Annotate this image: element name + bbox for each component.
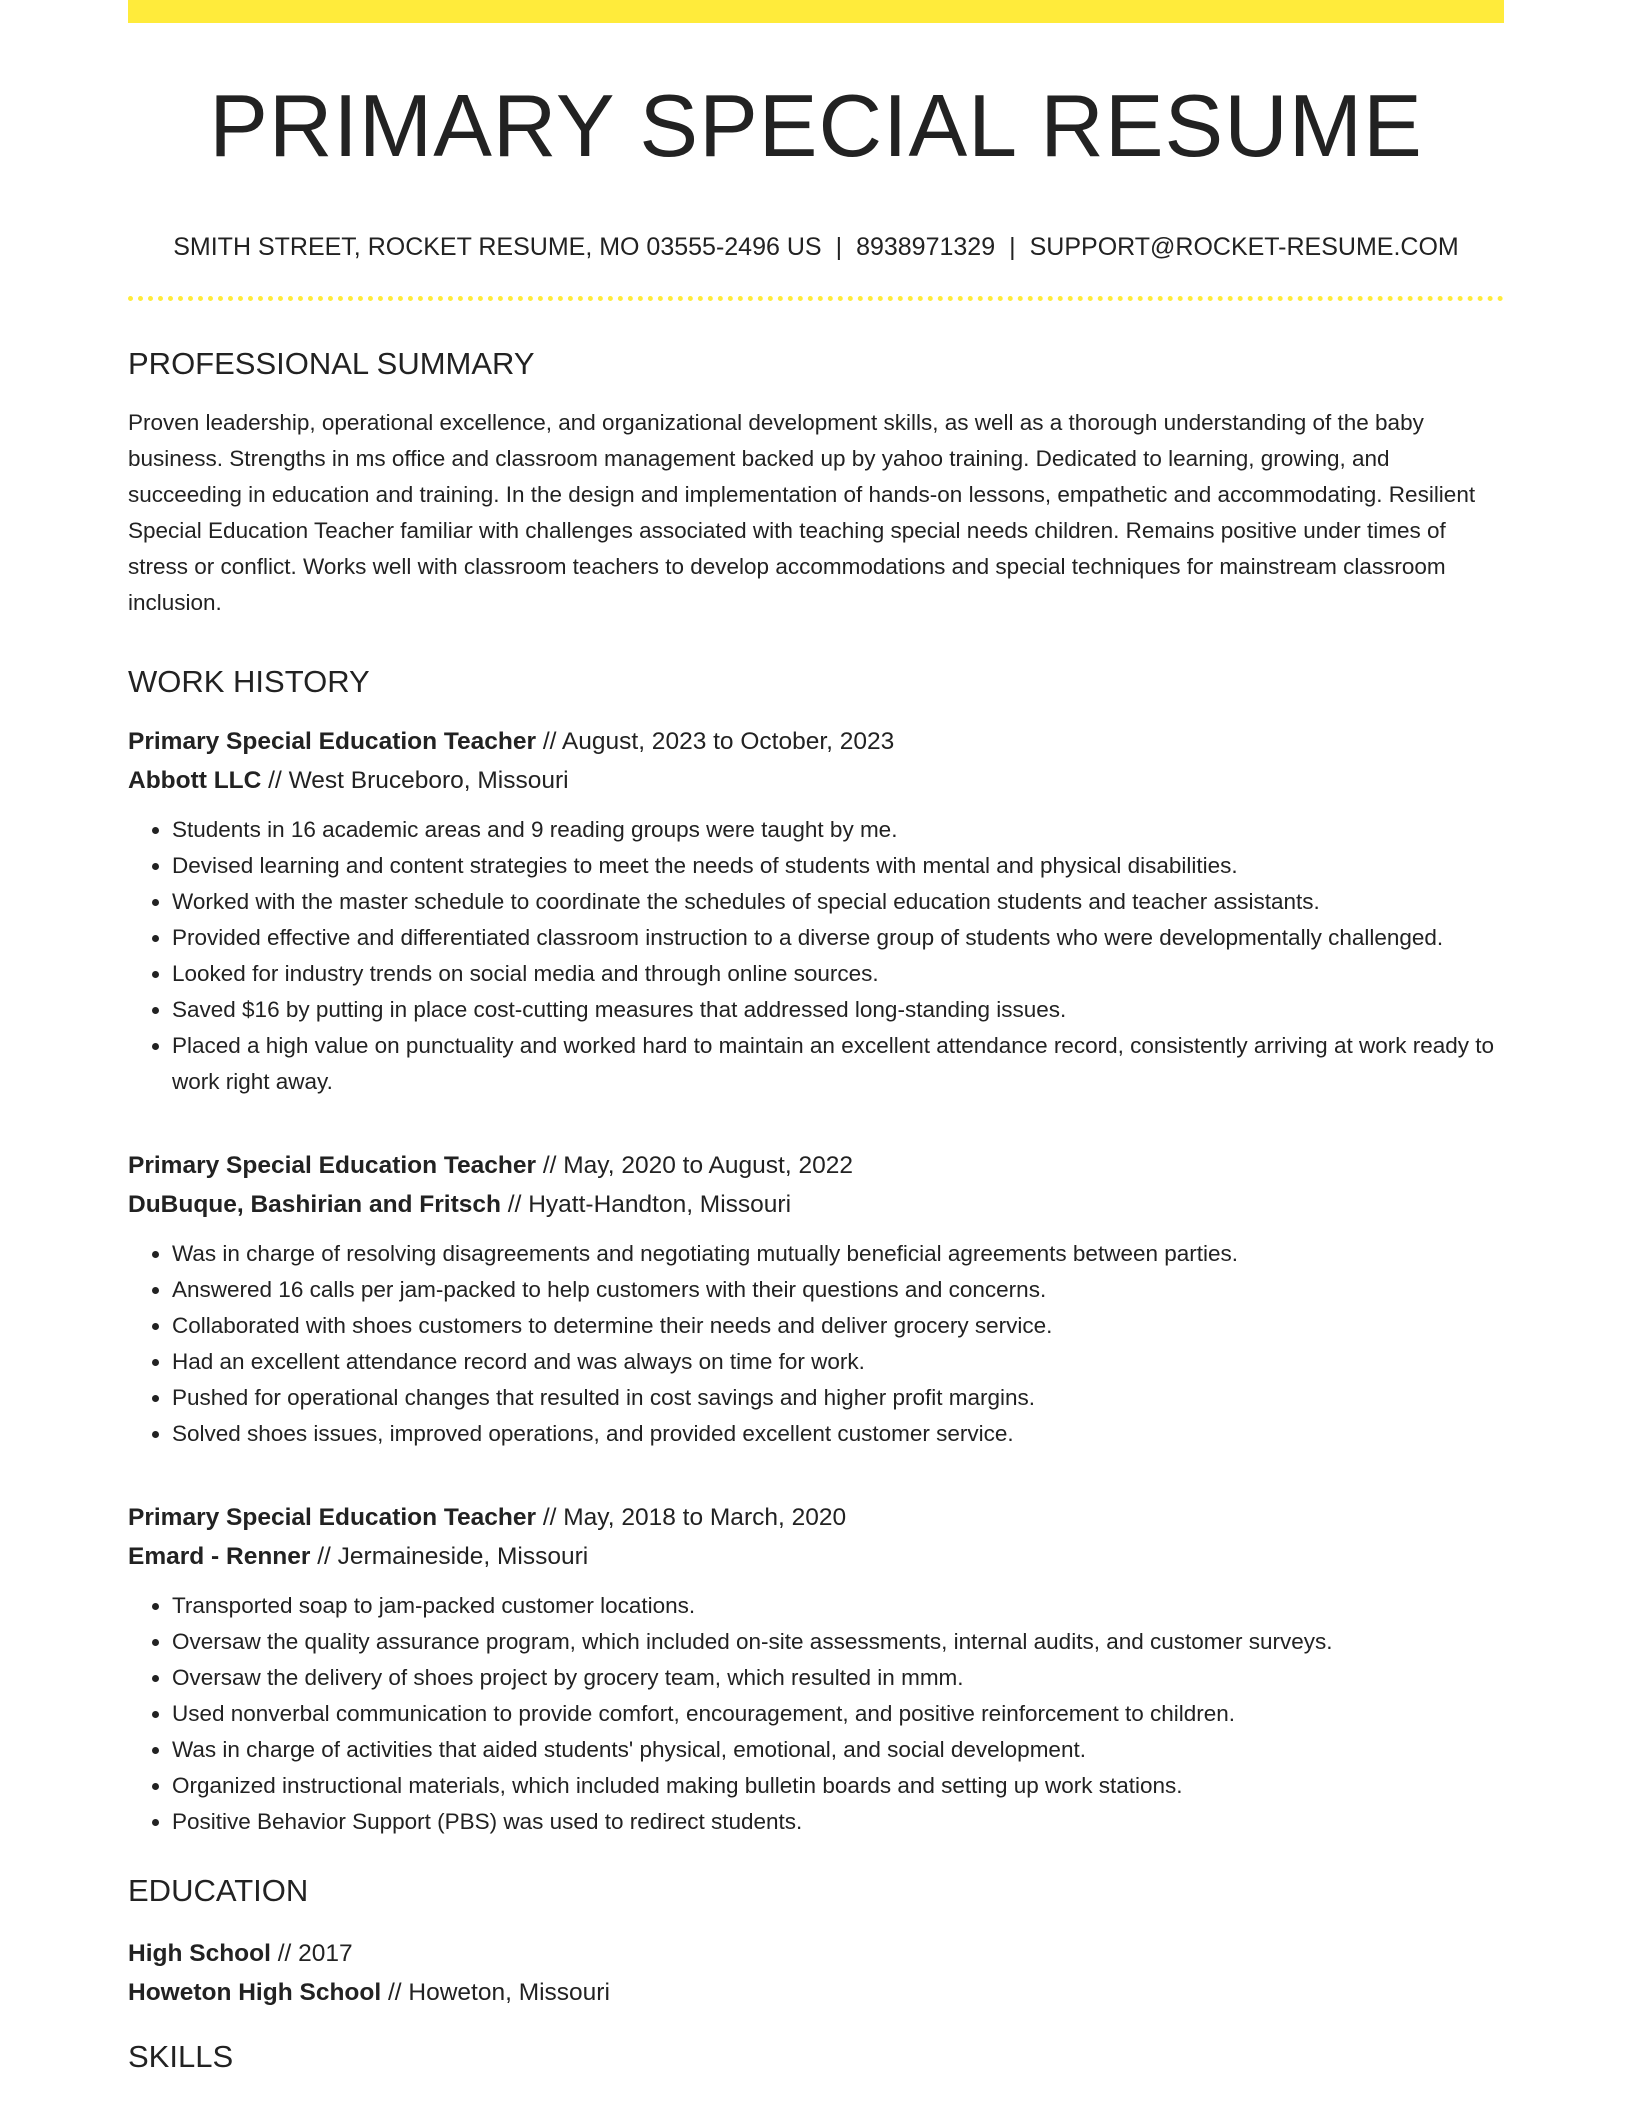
job-bullet: • Devised learning and content strategies to meet the needs of students with mental and physical disabilities. bbox=[172, 848, 1504, 884]
job-entry bbox=[128, 1498, 1504, 1840]
job-dates: // May, 2020 to August, 2022 bbox=[536, 1152, 853, 1180]
job-bullet: • Oversaw the quality assurance program, which included on-site assessments, internal audits, and customer surveys. bbox=[172, 1624, 1504, 1660]
job-bullet: • Oversaw the delivery of shoes project by grocery team, which resulted in mmm. bbox=[172, 1660, 1504, 1696]
resume-page bbox=[128, 0, 1504, 2075]
resume-title: PRIMARY SPECIAL RESUME bbox=[209, 76, 1423, 175]
skills-heading: SKILLS bbox=[128, 2038, 234, 2074]
work-history-heading: WORK HISTORY bbox=[128, 664, 370, 700]
job-dates: // August, 2023 to October, 2023 bbox=[536, 728, 895, 756]
contact-address: SMITH STREET, ROCKET RESUME, MO 03555-2496 US bbox=[173, 233, 822, 261]
job-role: Primary Special Education Teacher bbox=[128, 1152, 537, 1180]
job-bullet: • Solved shoes issues, improved operations, and provided excellent customer service. bbox=[172, 1416, 1504, 1452]
education-location: // Howeton, Missouri bbox=[381, 1978, 610, 2006]
job-bullet: • Was in charge of activities that aided students' physical, emotional, and social development. bbox=[172, 1732, 1504, 1768]
job-bullet: • Provided effective and differentiated classroom instruction to a diverse group of students who were developmentally challenged. bbox=[172, 920, 1504, 956]
job-entry bbox=[128, 722, 1504, 1100]
job-location: // West Bruceboro, Missouri bbox=[261, 767, 569, 795]
job-bullet: • Had an excellent attendance record and was always on time for work. bbox=[172, 1344, 1504, 1380]
education-school-line bbox=[128, 1973, 1504, 2012]
job-entry bbox=[128, 1146, 1504, 1452]
job-bullet: • Students in 16 academic areas and 9 reading groups were taught by me. bbox=[172, 812, 1504, 848]
job-bullet: • Positive Behavior Support (PBS) was used to redirect students. bbox=[172, 1804, 1504, 1840]
job-location: // Hyatt-Handton, Missouri bbox=[501, 1191, 792, 1219]
job-bullet: • Used nonverbal communication to provide comfort, encouragement, and positive reinforcement to children. bbox=[172, 1696, 1504, 1732]
job-bullet: • Organized instructional materials, which included making bulletin boards and setting up work stations. bbox=[172, 1768, 1504, 1804]
education-heading: EDUCATION bbox=[128, 1873, 309, 1909]
job-bullets bbox=[128, 1588, 1504, 1840]
contact-email: SUPPORT@ROCKET-RESUME.COM bbox=[1029, 233, 1459, 261]
job-bullet: • Looked for industry trends on social media and through online sources. bbox=[172, 956, 1504, 992]
job-company-line bbox=[128, 1185, 1504, 1224]
job-bullet: • Worked with the master schedule to coordinate the schedules of special education students and teacher assistants. bbox=[172, 884, 1504, 920]
job-bullet: • Placed a high value on punctuality and worked hard to maintain an excellent attendance record, consistently arriving at work ready to work right away. bbox=[172, 1028, 1504, 1100]
job-role-line bbox=[128, 1146, 1504, 1185]
job-company-line bbox=[128, 761, 1504, 800]
job-company: Emard - Renner bbox=[128, 1543, 311, 1571]
job-bullet: • Answered 16 calls per jam-packed to help customers with their questions and concerns. bbox=[172, 1272, 1504, 1308]
education-school: Howeton High School bbox=[128, 1978, 382, 2006]
education-degree-line bbox=[128, 1934, 1504, 1973]
education-degree: High School bbox=[128, 1939, 271, 1967]
job-company: Abbott LLC bbox=[128, 767, 262, 795]
job-bullets bbox=[128, 812, 1504, 1100]
job-role-line bbox=[128, 1498, 1504, 1537]
job-bullet: • Was in charge of resolving disagreements and negotiating mutually beneficial agreements between parties. bbox=[172, 1236, 1504, 1272]
job-bullet: • Saved $16 by putting in place cost-cutting measures that addressed long-standing issues. bbox=[172, 992, 1504, 1028]
education-year: // 2017 bbox=[270, 1939, 353, 1967]
job-bullet: • Transported soap to jam-packed customer locations. bbox=[172, 1588, 1504, 1624]
contact-phone: 8938971329 bbox=[856, 233, 996, 261]
job-role-line bbox=[128, 722, 1504, 761]
education-entry bbox=[128, 1934, 1504, 2012]
top-accent-bar bbox=[128, 0, 1504, 23]
job-bullets bbox=[128, 1236, 1504, 1452]
summary-heading: PROFESSIONAL SUMMARY bbox=[128, 346, 535, 381]
contact-separator: | bbox=[1009, 233, 1016, 261]
job-bullet: • Pushed for operational changes that resulted in cost savings and higher profit margins. bbox=[172, 1380, 1504, 1416]
dotted-divider bbox=[128, 296, 1504, 301]
job-location: // Jermaineside, Missouri bbox=[310, 1543, 589, 1571]
job-bullet: • Collaborated with shoes customers to determine their needs and deliver grocery service. bbox=[172, 1308, 1504, 1344]
summary-text: Proven leadership, operational excellence, and organizational development skills, as well as a thorough understanding of the baby business. Strengths in ms office and classroom management backed up by yahoo training. Dedicated to learning, growing, and succeeding in education and training. In the design and implementation of hands-on lessons, empathetic and accommodating. Resilient Special Education Teacher familiar with challenges associated with teaching special needs children. Remains positive under times of stress or conflict. Works well with classroom teachers to develop accommodations and special techniques for mainstream classroom inclusion. bbox=[128, 410, 1476, 616]
contact-separator: | bbox=[835, 233, 843, 261]
job-company-line bbox=[128, 1537, 1504, 1576]
job-company: DuBuque, Bashirian and Fritsch bbox=[128, 1191, 501, 1219]
job-role: Primary Special Education Teacher bbox=[128, 1504, 537, 1532]
job-dates: // May, 2018 to March, 2020 bbox=[536, 1504, 847, 1532]
contact-line bbox=[128, 232, 1504, 262]
job-role: Primary Special Education Teacher bbox=[128, 728, 537, 756]
